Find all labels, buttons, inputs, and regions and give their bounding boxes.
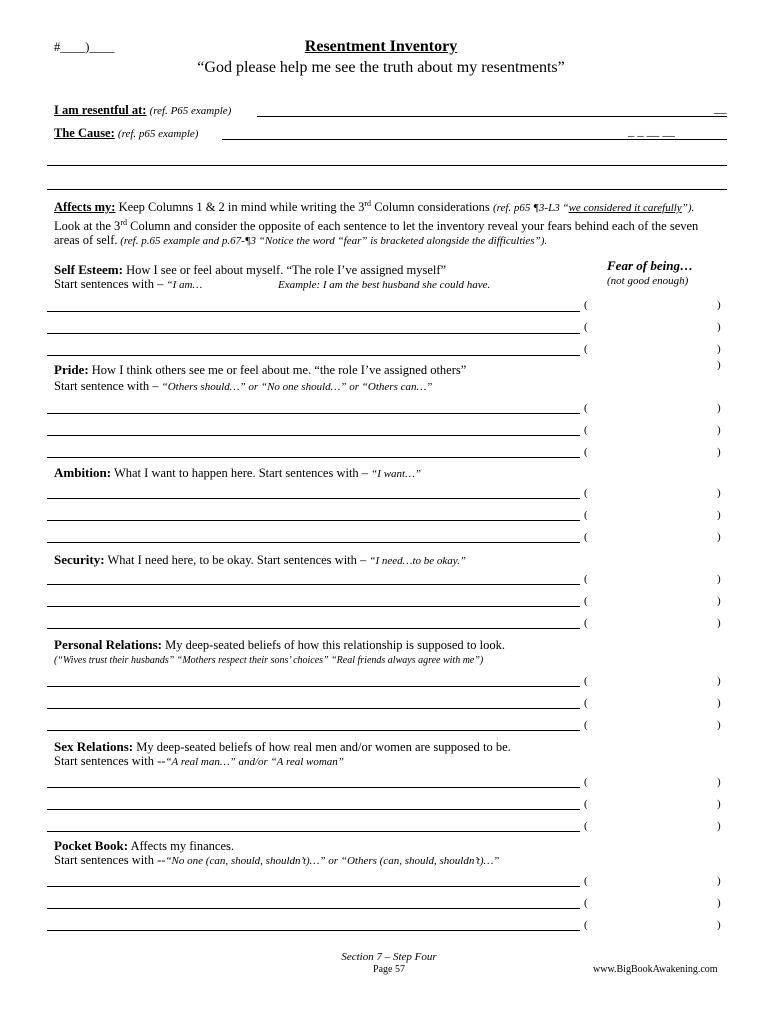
- pride-label: Pride:: [54, 362, 89, 377]
- cause-trail: _ _ __ __: [628, 124, 675, 138]
- paren-open: (: [584, 299, 588, 311]
- paren-close: ): [717, 595, 721, 607]
- resentful-at-row: [54, 103, 231, 118]
- security-line-1[interactable]: [47, 584, 580, 585]
- paren-open: (: [584, 402, 588, 414]
- personal-relations-line-1[interactable]: [47, 686, 580, 687]
- security-line-2[interactable]: [47, 606, 580, 607]
- number-field[interactable]: #____)____: [54, 40, 115, 54]
- sex-relations-start: “A real man…” and/or “A real woman”: [165, 756, 344, 768]
- paren-open: (: [584, 595, 588, 607]
- paren-close: ): [717, 617, 721, 629]
- security-line-3[interactable]: [47, 628, 580, 629]
- ambition-heading: [54, 464, 421, 482]
- sex-relations-instructions: [54, 754, 344, 769]
- paren-open: (: [584, 798, 588, 810]
- self-esteem-line-1[interactable]: [47, 311, 580, 312]
- personal-relations-label: Personal Relations:: [54, 637, 162, 652]
- paren-close: ): [717, 359, 721, 371]
- cause-ref: (ref. p65 example): [117, 128, 199, 140]
- footer-page-number: Page 57: [373, 964, 405, 975]
- pocket-book-line-2[interactable]: [47, 908, 580, 909]
- paren-open: (: [584, 509, 588, 521]
- affects-text-2: Column considerations: [371, 200, 493, 215]
- ambition-start: “I want…”: [371, 468, 421, 480]
- affects-sup-1: rd: [364, 199, 372, 208]
- ambition-line-3[interactable]: [47, 542, 580, 543]
- affects-ref-2: (ref. p.65 example and p.67-¶3 “Notice the word “fear” is bracketed alongside the difficulties”).: [117, 235, 548, 248]
- pocket-book-line-1[interactable]: [47, 886, 580, 887]
- pride-line-2[interactable]: [47, 435, 580, 436]
- ambition-desc: What I want to happen here. Start sentences with –: [111, 466, 372, 480]
- pride-instructions: [54, 379, 432, 394]
- affects-sup-2: rd: [120, 217, 127, 227]
- fear-column-title: Fear of being…: [607, 258, 693, 273]
- personal-relations-heading: [54, 636, 505, 654]
- paren-open: (: [584, 919, 588, 931]
- pocket-book-prefix: Start sentences with --: [54, 853, 166, 867]
- paren-close: ): [717, 897, 721, 909]
- ambition-line-2[interactable]: [47, 520, 580, 521]
- pocket-book-start: “No one (can, should, shouldn’t)…” or “Others (can, should, shouldn’t)…”: [165, 855, 500, 867]
- paren-open: (: [584, 675, 588, 687]
- pocket-book-label: Pocket Book:: [54, 838, 129, 853]
- pocket-book-instructions: [54, 853, 499, 868]
- paren-close: ): [717, 776, 721, 788]
- paren-open: (: [584, 573, 588, 585]
- fear-column-subtitle: (not good enough): [607, 275, 689, 287]
- sex-relations-line-2[interactable]: [47, 809, 580, 810]
- paren-close: ): [717, 343, 721, 355]
- resentful-at-label: I am resentful at:: [54, 103, 147, 117]
- cause-label: The Cause:: [54, 126, 115, 140]
- page-title: Resentment Inventory: [304, 38, 458, 55]
- paren-open: (: [584, 875, 588, 887]
- sex-relations-desc: My deep-seated beliefs of how real men and/or women are supposed to be.: [133, 740, 511, 754]
- divider-line: [47, 189, 727, 190]
- paren-close: ): [717, 820, 721, 832]
- paren-open: (: [584, 697, 588, 709]
- footer-section: Section 7 – Step Four: [341, 951, 437, 963]
- paren-open: (: [584, 487, 588, 499]
- resentful-at-ref: (ref. P65 example): [149, 105, 232, 117]
- paren-close: ): [717, 487, 721, 499]
- affects-ref-1-end: ”).: [681, 202, 695, 215]
- ambition-label: Ambition:: [54, 465, 112, 480]
- personal-relations-line-2[interactable]: [47, 708, 580, 709]
- ambition-line-1[interactable]: [47, 498, 580, 499]
- paren-open: (: [584, 343, 588, 355]
- personal-relations-examples: (“Wives trust their husbands” “Mothers respect their sons’ choices” “Real friends always agree with me”): [54, 655, 484, 666]
- sex-relations-line-1[interactable]: [47, 787, 580, 788]
- pocket-book-line-3[interactable]: [47, 930, 580, 931]
- paren-close: ): [717, 875, 721, 887]
- resentful-at-field[interactable]: [257, 116, 727, 117]
- paren-open: (: [584, 897, 588, 909]
- security-heading: [54, 551, 466, 569]
- affects-ref-1: (ref. p65 ¶3-L3 “: [492, 202, 569, 215]
- affects-label: Affects my:: [54, 200, 116, 215]
- paren-close: ): [717, 509, 721, 521]
- personal-relations-desc: My deep-seated beliefs of how this relationship is supposed to look.: [161, 638, 505, 652]
- paren-open: (: [584, 776, 588, 788]
- affects-text-1: Keep Columns 1 & 2 in mind while writing the 3: [115, 200, 365, 215]
- paren-open: (: [584, 446, 588, 458]
- pride-desc: How I think others see me or feel about me. “the role I’ve assigned others”: [88, 363, 467, 377]
- footer-website: www.BigBookAwakening.com: [593, 964, 718, 975]
- paren-close: ): [717, 299, 721, 311]
- paren-close: ): [717, 446, 721, 458]
- paren-open: (: [584, 820, 588, 832]
- security-desc: What I need here, to be okay. Start sentences with –: [104, 553, 370, 567]
- affects-text-4: Column and consider the opposite of each sentence to let the inventory reveal your fears behind each of the seven areas of self.: [54, 218, 699, 248]
- pride-start: “Others should…” or “No one should…” or “Others can…”: [161, 381, 433, 393]
- paren-close: ): [717, 531, 721, 543]
- security-start: “I need…to be okay.”: [369, 555, 466, 567]
- pride-prefix: Start sentence with –: [54, 379, 162, 393]
- paren-open: (: [584, 531, 588, 543]
- self-esteem-line-3[interactable]: [47, 355, 580, 356]
- cause-field[interactable]: [222, 139, 727, 140]
- security-label: Security:: [54, 552, 105, 567]
- paren-close: ): [717, 798, 721, 810]
- self-esteem-start: “I am…: [166, 279, 203, 291]
- paren-close: ): [717, 321, 721, 333]
- paren-close: ): [717, 697, 721, 709]
- paren-close: ): [717, 675, 721, 687]
- cause-row: [54, 126, 198, 141]
- sex-relations-label: Sex Relations:: [54, 739, 134, 754]
- affects-ref-1-underlined: we considered it carefully: [568, 202, 682, 215]
- paren-open: (: [584, 321, 588, 333]
- paren-close: ): [717, 424, 721, 436]
- self-esteem-line-2[interactable]: [47, 333, 580, 334]
- page-subtitle: “God please help me see the truth about my resentments”: [197, 59, 565, 76]
- pride-line-3[interactable]: [47, 457, 580, 458]
- self-esteem-desc: How I see or feel about myself. “The role I’ve assigned myself”: [122, 263, 447, 277]
- pride-heading: [54, 361, 466, 379]
- paren-close: ): [717, 719, 721, 731]
- pride-line-1[interactable]: [47, 413, 580, 414]
- paren-close: ): [717, 402, 721, 414]
- sex-relations-prefix: Start sentences with --: [54, 754, 166, 768]
- sex-relations-line-3[interactable]: [47, 831, 580, 832]
- self-esteem-example: Example: I am the best husband she could have.: [278, 279, 491, 291]
- personal-relations-line-3[interactable]: [47, 730, 580, 731]
- affects-text-3: Look at the 3: [54, 218, 121, 233]
- paren-open: (: [584, 424, 588, 436]
- paren-close: ): [717, 573, 721, 585]
- affects-paragraph: [54, 197, 718, 249]
- self-esteem-instructions: [54, 277, 202, 292]
- pocket-book-desc: Affects my finances.: [128, 839, 235, 853]
- paren-open: (: [584, 719, 588, 731]
- resentful-at-trail: __: [714, 101, 727, 115]
- cause-extra-line[interactable]: [47, 165, 727, 166]
- paren-close: ): [717, 919, 721, 931]
- paren-open: (: [584, 617, 588, 629]
- self-esteem-label: Self Esteem:: [54, 262, 123, 277]
- self-esteem-prefix: Start sentences with –: [54, 277, 167, 291]
